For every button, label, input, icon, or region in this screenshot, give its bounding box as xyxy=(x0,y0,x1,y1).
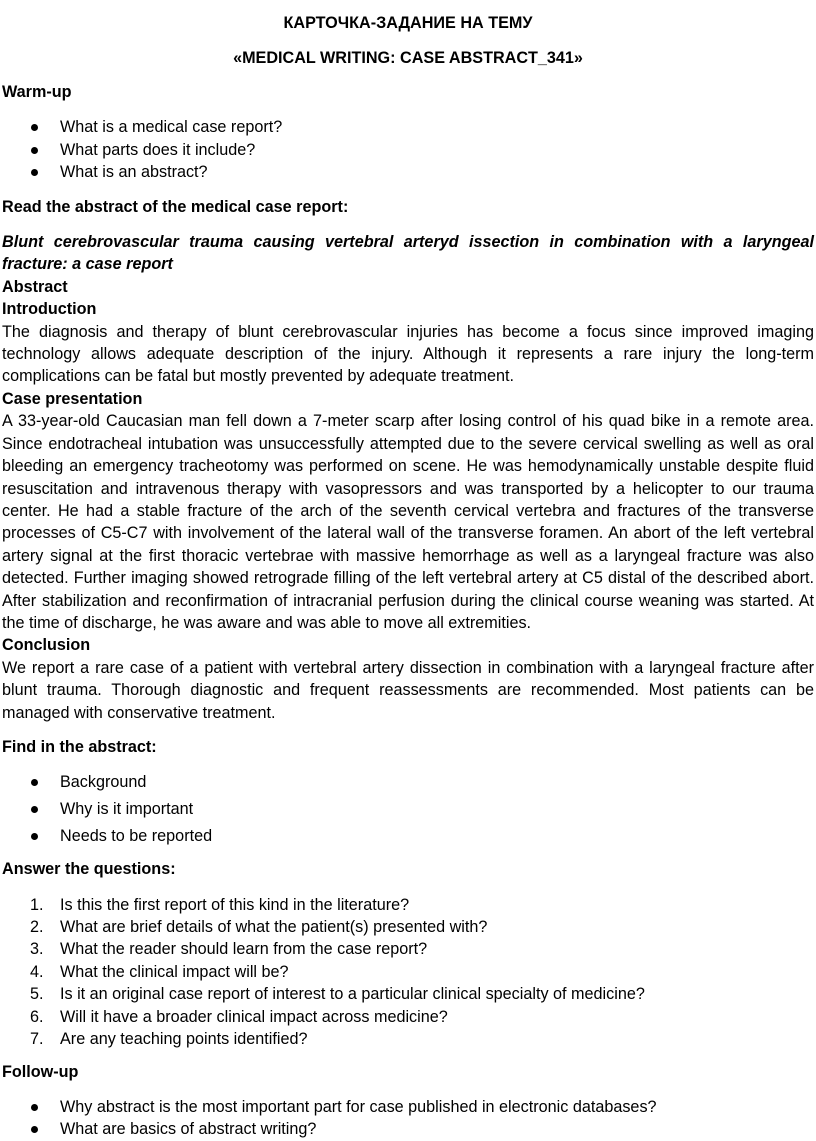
find-heading: Find in the abstract: xyxy=(2,737,157,756)
list-item xyxy=(2,161,814,183)
list-number: 4. xyxy=(30,962,44,981)
list-item-text: What are basics of abstract writing? xyxy=(60,1120,317,1139)
list-item-text: Background xyxy=(60,773,147,792)
warmup-heading: Warm-up xyxy=(2,83,72,101)
list-item xyxy=(2,916,814,938)
list-item-text: Is this the first report of this kind in the literature? xyxy=(60,895,410,914)
followup-heading: Follow-up xyxy=(2,1063,79,1082)
list-number: 1. xyxy=(30,895,44,914)
list-item xyxy=(2,894,814,916)
list-number: 5. xyxy=(30,985,44,1004)
page-title: КАРТОЧКА-ЗАДАНИЕ НА ТЕМУ xyxy=(283,14,533,32)
list-item xyxy=(2,1028,814,1050)
list-item xyxy=(2,938,814,960)
list-number: 6. xyxy=(30,1007,44,1026)
article-title: Blunt cerebrovascular trauma causing vertebral arteryd issection in combination with a laryngeal fracture: a case report xyxy=(2,233,814,274)
find-list xyxy=(2,769,814,849)
followup-list xyxy=(2,1096,814,1141)
questions-heading: Answer the questions: xyxy=(2,860,176,879)
list-item xyxy=(2,1118,814,1140)
abstract-label: Abstract xyxy=(2,277,68,296)
list-item xyxy=(2,769,814,796)
case-presentation-text: A 33-year-old Caucasian man fell down a 7-meter scarp after losing control of his quad bike in a remote area. Since endotracheal intubation was unsuccessfully attempted due to the severe cervical swelling as well as oral bleeding an emergency tracheotomy was performed on scene. He was hemodynamically unstable despite fluid resuscitation and intravenous therapy with vasopressors and was transported by a helicopter to our trauma center. He had a stable fracture of the arch of the seventh cervical vertebra and fractures of the transverse processes of C5-C7 with involvement of the lateral wall of the transverse foramen. An abort of the left vertebral artery signal at the first thoracic vertebrae with massive hemorrhage as well as a laryngeal fracture was also detected. Further imaging showed retrograde filling of the left vertebral artery at C5 distal of the described abort. After stabilization and reconfirmation of intracranial perfusion during the clinical course weaning was started. At the time of discharge, he was aware and was able to move all extremities. xyxy=(2,412,814,632)
list-item-text: What the reader should learn from the case report? xyxy=(60,940,428,959)
list-item xyxy=(2,1006,814,1028)
warmup-list xyxy=(2,116,814,183)
bullet-icon xyxy=(31,1104,38,1111)
list-number: 7. xyxy=(30,1030,44,1048)
list-item-text: Why is it important xyxy=(60,799,194,818)
page-subtitle: «MEDICAL WRITING: CASE ABSTRACT_341» xyxy=(233,49,583,67)
list-item-text: What is a medical case report? xyxy=(60,118,283,137)
bullet-icon xyxy=(31,1126,38,1133)
list-item xyxy=(2,796,814,823)
bullet-icon xyxy=(31,124,38,131)
list-number: 3. xyxy=(30,940,44,959)
list-item-text: What parts does it include? xyxy=(60,140,256,159)
bullet-icon xyxy=(31,147,38,154)
article xyxy=(2,231,814,724)
list-item xyxy=(2,823,814,850)
list-item xyxy=(2,1096,814,1118)
questions-list xyxy=(2,894,814,1051)
bullet-icon xyxy=(31,806,38,813)
list-item-text: Will it have a broader clinical impact across medicine? xyxy=(60,1007,448,1026)
list-item-text: Is it an original case report of interest to a particular clinical specialty of medicine? xyxy=(60,985,645,1004)
bullet-icon xyxy=(31,833,38,840)
bullet-icon xyxy=(31,169,38,176)
conclusion-text: We report a rare case of a patient with vertebral artery dissection in combination with a laryngeal fracture after blunt trauma. Thorough diagnostic and frequent reassessments are recommended. Most patients can be managed with conservative treatment. xyxy=(2,658,814,722)
list-item-text: Are any teaching points identified? xyxy=(60,1030,308,1048)
bullet-icon xyxy=(31,779,38,786)
list-item-text: What is an abstract? xyxy=(60,163,208,182)
list-item-text: Needs to be reported xyxy=(60,826,213,845)
conclusion-label: Conclusion xyxy=(2,636,91,655)
introduction-text: The diagnosis and therapy of blunt cerebrovascular injuries has become a focus since improved imaging technology allows adequate description of the injury. Although it represents a rare injury the long-term complications can be fatal but mostly prevented by adequate treatment. xyxy=(2,322,814,386)
list-item xyxy=(2,139,814,161)
read-heading: Read the abstract of the medical case report: xyxy=(2,197,349,216)
list-number: 2. xyxy=(30,917,44,936)
list-item xyxy=(2,983,814,1005)
list-item-text: Why abstract is the most important part for case published in electronic databases? xyxy=(60,1097,657,1116)
list-item-text: What the clinical impact will be? xyxy=(60,962,289,981)
case-presentation-label: Case presentation xyxy=(2,389,143,408)
list-item xyxy=(2,961,814,983)
introduction-label: Introduction xyxy=(2,300,97,319)
list-item-text: What are brief details of what the patient(s) presented with? xyxy=(60,917,488,936)
list-item xyxy=(2,116,814,138)
